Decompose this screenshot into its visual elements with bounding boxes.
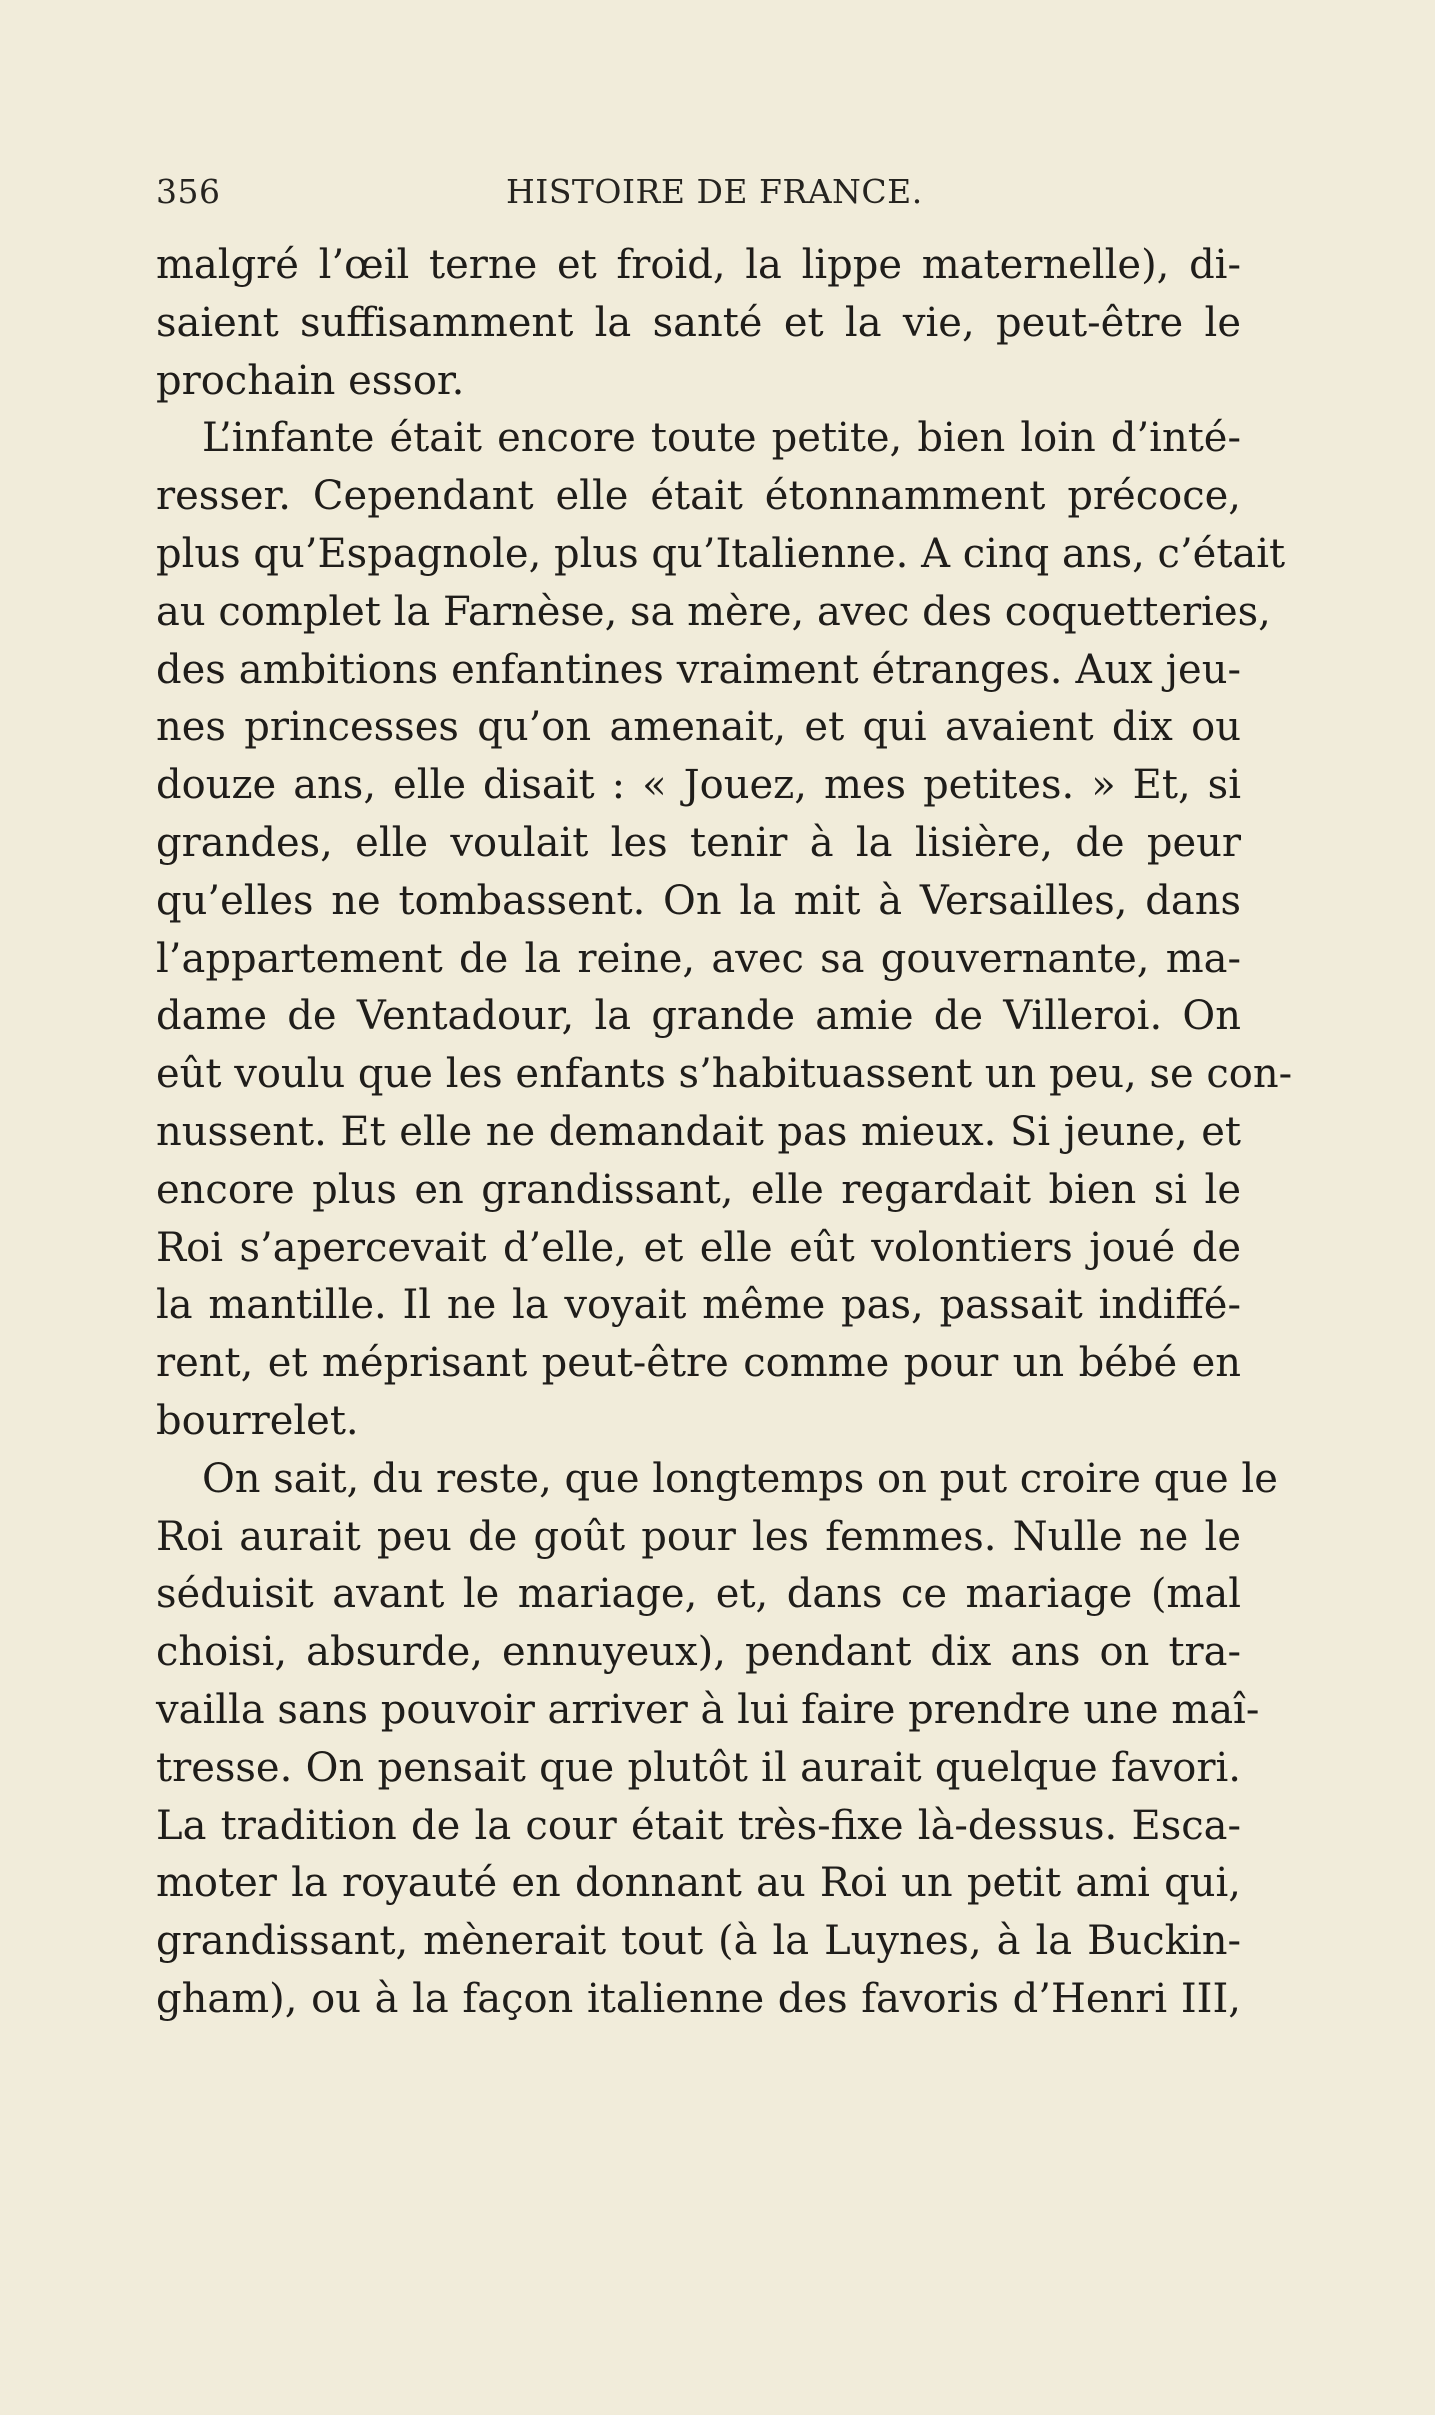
text-line: nussent. Et elle ne demandait pas mieux. Si jeune, et xyxy=(156,1108,1241,1155)
text-line: On sait, du reste, que longtemps on put croire que le xyxy=(202,1455,1278,1502)
text-line: des ambitions enfantines vraiment étranges. Aux jeu- xyxy=(156,646,1241,693)
text-line: prochain essor. xyxy=(156,357,465,404)
page-number: 356 xyxy=(156,172,221,211)
text-line: vailla sans pouvoir arriver à lui faire prendre une maî- xyxy=(156,1686,1260,1733)
text-line: douze ans, elle disait : « Jouez, mes petites. » Et, si xyxy=(156,762,1241,809)
text-line: la mantille. Il ne la voyait même pas, passait indiffé- xyxy=(156,1282,1241,1329)
text-line: gham), ou à la façon italienne des favoris d’Henri III, xyxy=(156,1975,1241,2022)
text-line: Roi s’apercevait d’elle, et elle eût volontiers joué de xyxy=(156,1224,1241,1271)
text-line: moter la royauté en donnant au Roi un petit ami qui, xyxy=(156,1860,1241,1907)
text-line: La tradition de la cour était très-fixe là-dessus. Esca- xyxy=(156,1802,1241,1849)
text-line: séduisit avant le mariage, et, dans ce mariage (mal xyxy=(156,1571,1241,1618)
text-line: l’appartement de la reine, avec sa gouvernante, ma- xyxy=(156,935,1241,982)
text-line: Roi aurait peu de goût pour les femmes. Nulle ne le xyxy=(156,1513,1241,1560)
text-line: encore plus en grandissant, elle regardait bien si le xyxy=(156,1166,1241,1213)
text-line: saient suffisamment la santé et la vie, peut-être le xyxy=(156,299,1241,346)
body-text xyxy=(156,237,1293,2029)
text-line: L’infante était encore toute petite, bien loin d’inté- xyxy=(202,415,1241,462)
text-line: grandissant, mènerait tout (à la Luynes, à la Buckin- xyxy=(156,1918,1241,1965)
text-line: eût voulu que les enfants s’habituassent un peu, se con- xyxy=(156,1051,1293,1098)
text-line: bourrelet. xyxy=(156,1397,359,1444)
text-line: resser. Cependant elle était étonnamment précoce, xyxy=(156,473,1241,520)
text-line: tresse. On pensait que plutôt il aurait quelque favori. xyxy=(156,1744,1241,1791)
running-title: HISTOIRE DE FRANCE. xyxy=(506,172,923,211)
text-line: rent, et méprisant peut-être comme pour un bébé en xyxy=(156,1340,1241,1387)
page-header xyxy=(156,172,1241,222)
text-line: plus qu’Espagnole, plus qu’Italienne. A cinq ans, c’était xyxy=(156,530,1286,577)
text-line: qu’elles ne tombassent. On la mit à Versailles, dans xyxy=(156,877,1241,924)
text-line: grandes, elle voulait les tenir à la lisière, de peur xyxy=(156,819,1241,866)
text-line: malgré l’œil terne et froid, la lippe maternelle), di- xyxy=(156,242,1241,288)
text-line: au complet la Farnèse, sa mère, avec des coquetteries, xyxy=(156,588,1271,635)
text-line: dame de Ventadour, la grande amie de Villeroi. On xyxy=(156,993,1241,1040)
text-line: choisi, absurde, ennuyeux), pendant dix ans on tra- xyxy=(156,1629,1241,1676)
text-line: nes princesses qu’on amenait, et qui avaient dix ou xyxy=(156,704,1241,751)
